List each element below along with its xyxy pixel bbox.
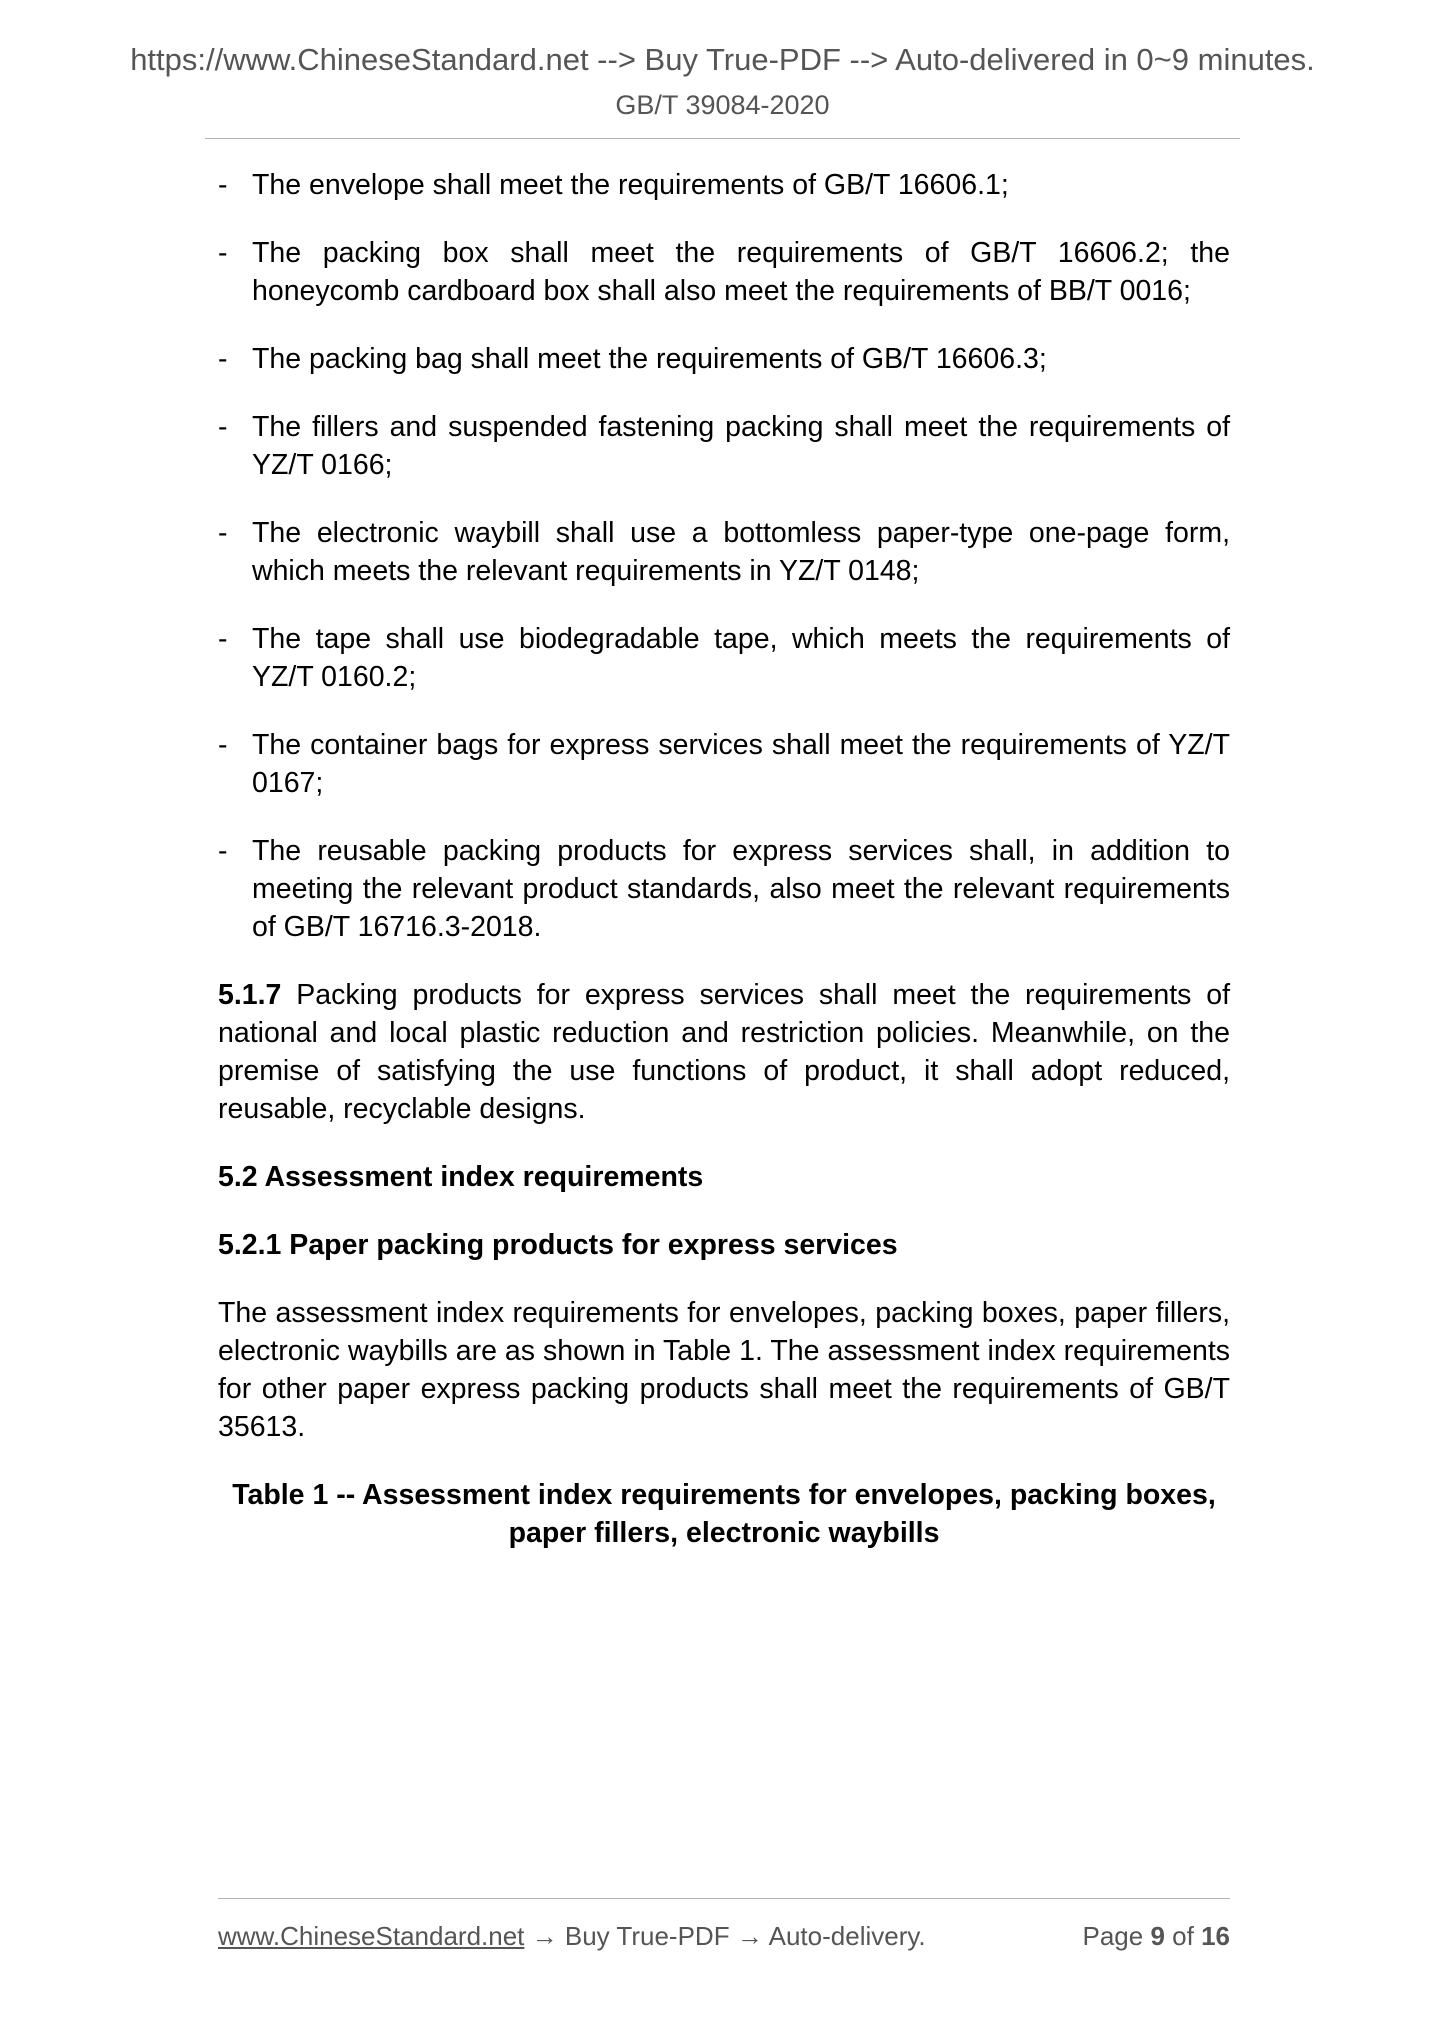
footer-buy-text: Buy True-PDF — [564, 1921, 730, 1951]
bullet-dash: - — [218, 623, 228, 655]
page-word: Page — [1082, 1921, 1144, 1951]
arrow-right-icon: → — [531, 1921, 558, 1951]
clause-text: Packing products for express services shall meet the requirements of national and local plastic reduction and restriction policies. Meanwhile, on the premise of satisfying the use functions of product, it shall adopt reduced, reusable, recyclable designs. — [218, 979, 1230, 1125]
list-item — [218, 408, 1230, 484]
table-caption — [218, 1476, 1230, 1552]
page-body — [218, 166, 1230, 1552]
list-item-text: The reusable packing products for express services shall, in addition to meeting the relevant product standards, also meet the relevant requirements of GB/T 16716.3-2018. — [252, 835, 1230, 943]
list-item-text: The envelope shall meet the requirements of GB/T 16606.1; — [252, 169, 1009, 201]
of-word: of — [1172, 1921, 1194, 1951]
list-item — [218, 234, 1230, 310]
list-item-text: The fillers and suspended fastening packing shall meet the requirements of YZ/T 0166; — [252, 411, 1230, 481]
bullet-dash: - — [218, 729, 228, 761]
list-item-text: The packing box shall meet the requirements of GB/T 16606.2; the honeycomb cardboard box shall also meet the requirements of BB/T 0016; — [252, 237, 1230, 307]
page-footer — [218, 1918, 1230, 1954]
bullet-dash: - — [218, 411, 228, 443]
bullet-dash: - — [218, 517, 228, 549]
footer-promo — [218, 1918, 926, 1954]
bullet-dash: - — [218, 343, 228, 375]
header-divider — [205, 138, 1240, 139]
list-item — [218, 726, 1230, 802]
section-5-2-1-paragraph: The assessment index requirements for envelopes, packing boxes, paper fillers, electronic waybills are as shown in Table 1. The assessment index requirements for other paper express packing products shall meet the requirements of GB/T 35613. — [218, 1297, 1230, 1443]
footer-delivery-text: Auto-delivery. — [768, 1921, 926, 1951]
total-pages: 16 — [1201, 1921, 1230, 1951]
list-item — [218, 166, 1230, 204]
current-page: 9 — [1150, 1921, 1165, 1951]
header-url-line: https://www.ChineseStandard.net --> Buy True-PDF --> Auto-delivered in 0~9 minutes. — [130, 42, 1315, 77]
footer-divider — [218, 1898, 1230, 1899]
bullet-dash: - — [218, 169, 228, 201]
list-item — [218, 620, 1230, 696]
footer-site-link[interactable]: www.ChineseStandard.net — [218, 1921, 525, 1951]
list-item-text: The electronic waybill shall use a bottomless paper-type one-page form, which meets the relevant requirements in YZ/T 0148; — [252, 517, 1230, 587]
bullet-dash: - — [218, 835, 228, 867]
list-item-text: The container bags for express services shall meet the requirements of YZ/T 0167; — [252, 729, 1230, 799]
list-item — [218, 832, 1230, 946]
header-standard-code: GB/T 39084-2020 — [615, 90, 830, 120]
table-caption-line1: Table 1 -- Assessment index requirements for envelopes, packing boxes, — [232, 1479, 1216, 1511]
clause-number: 5.1.7 — [218, 979, 282, 1011]
bullet-dash: - — [218, 237, 228, 269]
list-item-text: The packing bag shall meet the requirements of GB/T 16606.3; — [252, 343, 1047, 375]
section-heading-5-2: 5.2 Assessment index requirements — [218, 1161, 704, 1193]
list-item-text: The tape shall use biodegradable tape, which meets the requirements of YZ/T 0160.2; — [252, 623, 1230, 693]
clause-5-1-7 — [218, 976, 1230, 1128]
page-number — [1082, 1918, 1230, 1954]
list-item — [218, 514, 1230, 590]
list-item — [218, 340, 1230, 378]
arrow-right-icon: → — [736, 1921, 763, 1951]
section-heading-5-2-1: 5.2.1 Paper packing products for express services — [218, 1229, 898, 1261]
table-caption-line2: paper fillers, electronic waybills — [508, 1517, 940, 1549]
